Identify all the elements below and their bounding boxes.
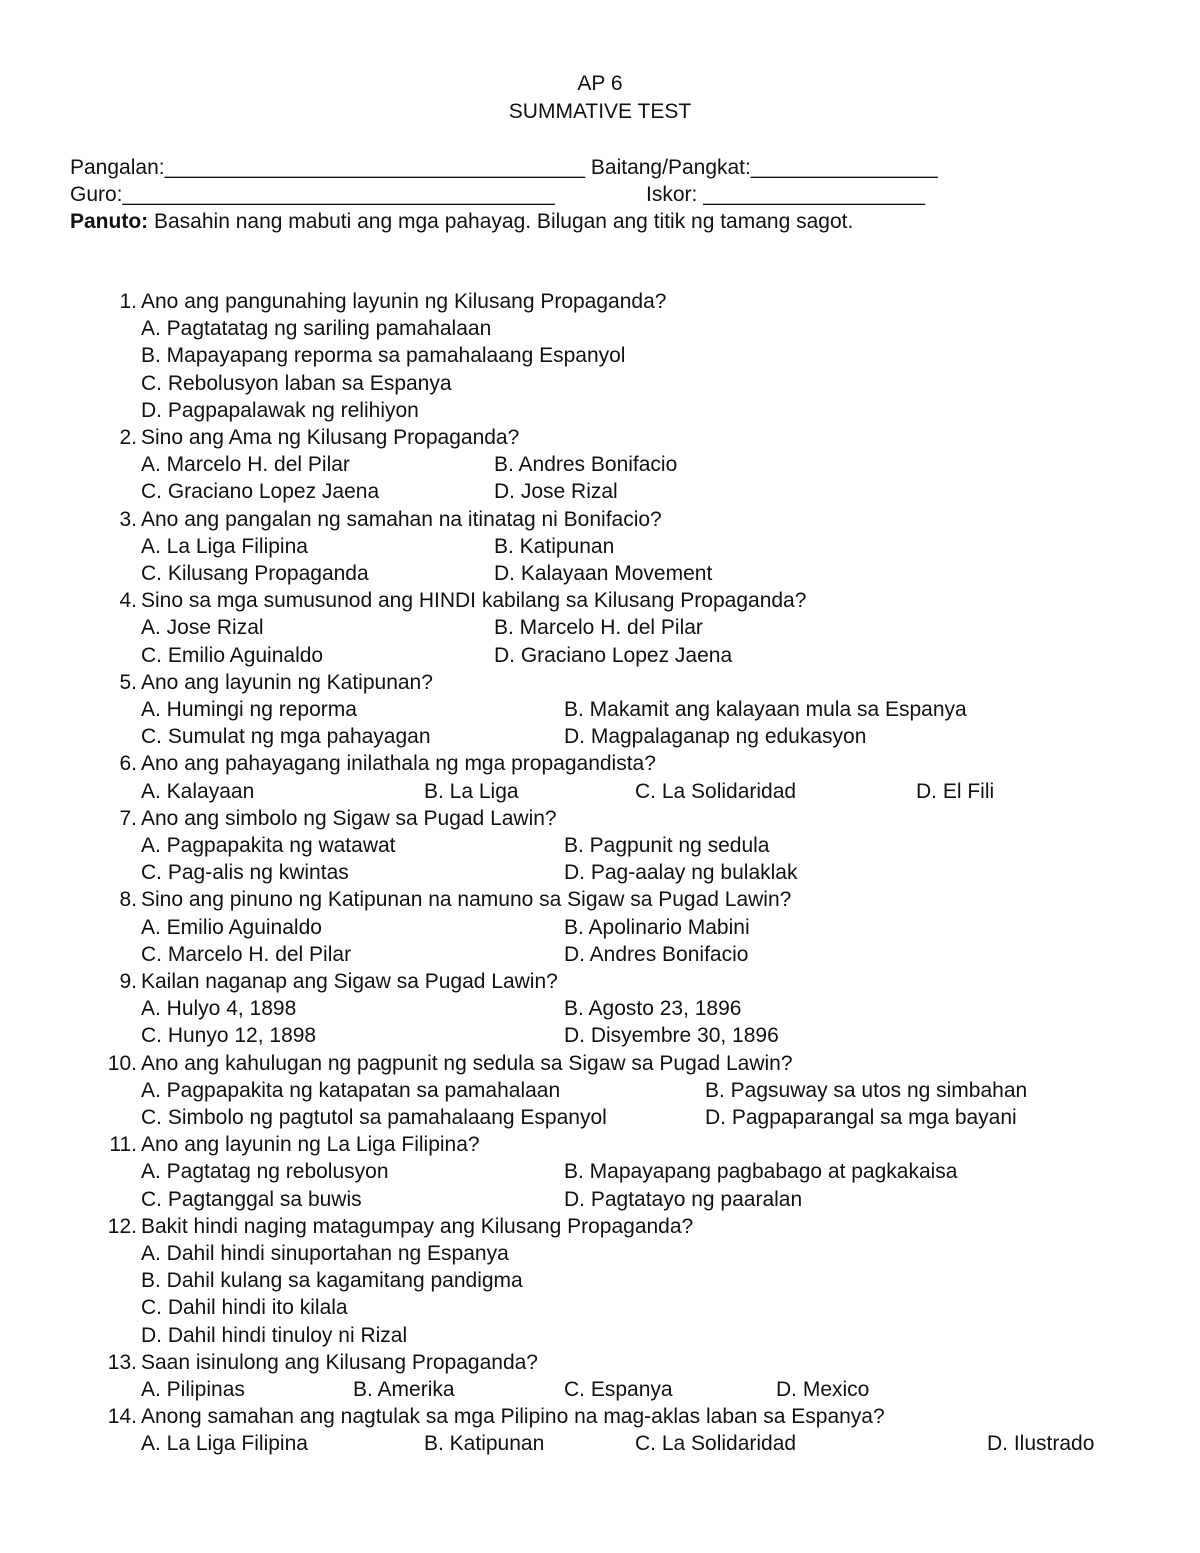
question-text: Ano ang pahayagang inilathala ng mga propagandista?: [141, 752, 656, 776]
answer-option[interactable]: D. Disyembre 30, 1896: [564, 1024, 779, 1048]
answer-option[interactable]: D. Pagpapalawak ng relihiyon: [141, 398, 419, 422]
answer-option[interactable]: A. Pagpapakita ng watawat: [141, 834, 396, 857]
question-text: Ano ang simbolo ng Sigaw sa Pugad Lawin?: [141, 806, 557, 830]
answer-option[interactable]: A. Pilipinas: [141, 1378, 245, 1401]
grade-blank[interactable]: ________________: [750, 156, 938, 179]
answer-option[interactable]: B. Pagpunit ng sedula: [564, 834, 770, 857]
question-number: 8.: [119, 888, 137, 912]
question-number: 5.: [119, 670, 137, 694]
answer-option[interactable]: C. Emilio Aguinaldo: [141, 643, 324, 667]
answer-option[interactable]: D. Pagpaparangal sa mga bayani: [705, 1106, 1017, 1129]
instructions: [70, 209, 853, 235]
question-number: 7.: [119, 806, 137, 830]
answer-option[interactable]: B. Dahil kulang sa kagamitang pandigma: [141, 1269, 523, 1293]
answer-option[interactable]: A. Kalayaan: [141, 779, 255, 803]
answer-option[interactable]: C. Rebolusyon laban sa Espanya: [141, 371, 452, 395]
answer-option[interactable]: C. Pagtanggal sa buwis: [141, 1187, 362, 1211]
answer-option[interactable]: C. Hunyo 12, 1898: [141, 1024, 317, 1048]
grade-label: Baitang/Pangkat:: [590, 156, 751, 179]
answer-option[interactable]: A. Pagpapakita ng katapatan sa pamahalaan: [141, 1078, 561, 1102]
answer-option[interactable]: B. Amerika: [353, 1378, 455, 1401]
teacher-row: [70, 182, 555, 208]
answer-option[interactable]: A. Emilio Aguinaldo: [141, 915, 322, 939]
answer-option[interactable]: C. Marcelo H. del Pilar: [141, 942, 352, 966]
answer-option[interactable]: C. Espanya: [564, 1378, 673, 1401]
answer-option[interactable]: B. Marcelo H. del Pilar: [494, 616, 703, 640]
question-number: 11.: [109, 1133, 137, 1157]
question-text: Sino ang Ama ng Kilusang Propaganda?: [141, 426, 520, 449]
question-number: 9.: [119, 970, 137, 993]
question-number: 2.: [119, 426, 137, 449]
question-text: Sino sa mga sumusunod ang HINDI kabilang sa Kilusang Propaganda?: [141, 589, 807, 613]
question-number: 12.: [107, 1214, 137, 1238]
question-text: Saan isinulong ang Kilusang Propaganda?: [141, 1350, 538, 1374]
answer-option[interactable]: B. Mapayapang pagbabago at pagkakaisa: [564, 1160, 958, 1184]
answer-option[interactable]: C. Pag-alis ng kwintas: [141, 861, 349, 885]
answer-option[interactable]: B. Andres Bonifacio: [494, 453, 678, 477]
answer-option[interactable]: A. La Liga Filipina: [141, 1432, 308, 1456]
name-blank[interactable]: ____________________________________: [164, 156, 586, 179]
instructions-text: Basahin nang mabuti ang mga pahayag. Bilugan ang titik ng tamang sagot.: [148, 210, 854, 233]
question-text: Kailan naganap ang Sigaw sa Pugad Lawin?: [141, 970, 558, 993]
question-number: 3.: [119, 507, 137, 531]
question-text: Bakit hindi naging matagumpay ang Kilusang Propaganda?: [141, 1214, 694, 1238]
question-number: 14.: [107, 1405, 137, 1429]
answer-option[interactable]: A. Marcelo H. del Pilar: [141, 453, 350, 477]
instructions-label: Panuto:: [70, 210, 149, 233]
subject-heading: AP 6: [577, 72, 623, 95]
name-label: Pangalan:: [70, 156, 165, 179]
answer-option[interactable]: C. La Solidaridad: [635, 1432, 797, 1456]
answer-option[interactable]: B. Katipunan: [424, 1432, 545, 1456]
answer-option[interactable]: A. Pagtatag ng rebolusyon: [141, 1160, 389, 1184]
answer-option[interactable]: D. Kalayaan Movement: [494, 562, 713, 585]
answer-option[interactable]: D. Andres Bonifacio: [564, 942, 749, 966]
answer-option[interactable]: B. La Liga: [424, 779, 519, 803]
answer-option[interactable]: C. La Solidaridad: [635, 779, 797, 803]
answer-option[interactable]: B. Apolinario Mabini: [564, 915, 750, 939]
question-number: 13.: [107, 1350, 137, 1374]
answer-option[interactable]: B. Makamit ang kalayaan mula sa Espanya: [564, 698, 967, 721]
score-label: Iskor:: [646, 183, 698, 206]
answer-option[interactable]: D. Dahil hindi tinuloy ni Rizal: [141, 1323, 408, 1347]
answer-option[interactable]: A. Pagtatatag ng sariling pamahalaan: [141, 317, 492, 341]
teacher-blank[interactable]: _____________________________________: [122, 183, 555, 206]
test-title: SUMMATIVE TEST: [508, 100, 692, 123]
answer-option[interactable]: D. Graciano Lopez Jaena: [494, 643, 733, 667]
answer-option[interactable]: B. Agosto 23, 1896: [564, 997, 742, 1021]
question-text: Sino ang pinuno ng Katipunan na namuno sa Sigaw sa Pugad Lawin?: [141, 888, 792, 912]
answer-option[interactable]: A. Jose Rizal: [141, 616, 264, 640]
answer-option[interactable]: B. Pagsuway sa utos ng simbahan: [705, 1078, 1028, 1102]
answer-option[interactable]: C. Graciano Lopez Jaena: [141, 480, 380, 504]
answer-option[interactable]: C. Sumulat ng mga pahayagan: [141, 725, 431, 749]
answer-option[interactable]: D. Pag-aalay ng bulaklak: [564, 861, 798, 885]
question-text: Anong samahan ang nagtulak sa mga Pilipino na mag-aklas laban sa Espanya?: [141, 1405, 885, 1429]
question-number: 1.: [119, 290, 137, 313]
question-text: Ano ang kahulugan ng pagpunit ng sedula sa Sigaw sa Pugad Lawin?: [141, 1051, 793, 1075]
answer-option[interactable]: D. Pagtatayo ng paaralan: [564, 1187, 803, 1211]
answer-option[interactable]: B. Katipunan: [494, 534, 615, 558]
name-row: [70, 155, 938, 181]
score-row: [646, 182, 925, 208]
answer-option[interactable]: D. Ilustrado: [987, 1432, 1095, 1456]
score-blank[interactable]: ___________________: [703, 183, 926, 206]
answer-option[interactable]: A. Hulyo 4, 1898: [141, 997, 297, 1021]
question-text: Ano ang pangalan ng samahan na itinatag ni Bonifacio?: [141, 507, 662, 531]
answer-option[interactable]: A. La Liga Filipina: [141, 534, 308, 558]
question-text: Ano ang pangunahing layunin ng Kilusang Propaganda?: [141, 290, 667, 313]
question-text: Ano ang layunin ng Katipunan?: [141, 670, 433, 694]
answer-option[interactable]: C. Kilusang Propaganda: [141, 562, 369, 585]
answer-option[interactable]: A. Humingi ng reporma: [141, 698, 357, 721]
answer-option[interactable]: D. Mexico: [776, 1378, 870, 1401]
answer-option[interactable]: C. Simbolo ng pagtutol sa pamahalaang Espanyol: [141, 1106, 607, 1129]
answer-option[interactable]: D. Jose Rizal: [494, 480, 618, 504]
question-number: 6.: [119, 752, 137, 776]
question-text: Ano ang layunin ng La Liga Filipina?: [141, 1133, 480, 1157]
question-number: 10.: [107, 1051, 137, 1075]
question-number: 4.: [119, 589, 137, 613]
answer-option[interactable]: D. El Fili: [916, 779, 995, 803]
answer-option[interactable]: D. Magpalaganap ng edukasyon: [564, 725, 867, 749]
answer-option[interactable]: B. Mapayapang reporma sa pamahalaang Espanyol: [141, 344, 626, 368]
teacher-label: Guro:: [70, 183, 123, 206]
answer-option[interactable]: C. Dahil hindi ito kilala: [141, 1296, 348, 1320]
answer-option[interactable]: A. Dahil hindi sinuportahan ng Espanya: [141, 1242, 509, 1265]
